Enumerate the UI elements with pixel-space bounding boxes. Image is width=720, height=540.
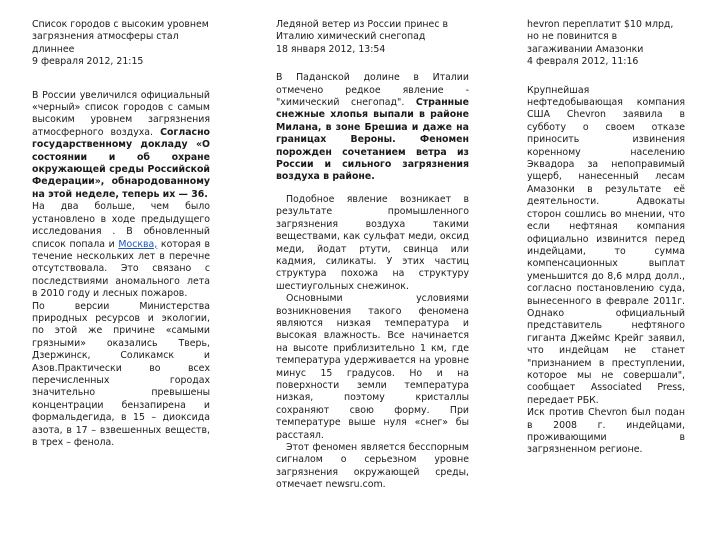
article-date: 9 февраля 2012, 21:15: [32, 56, 144, 68]
article-paragraph: Этот феномен является бесспорным сигналом о серьезном уровне загрязнения окружающей среды, отмечает newsru.com.: [276, 442, 469, 491]
article-paragraph: [32, 201, 210, 300]
article-paragraph: [32, 90, 210, 202]
article-column-3: [527, 0, 685, 457]
paragraph-text: В Паданской долине в Италии отмечено редкое явление - "химический снегопад".: [276, 72, 469, 109]
article-title: Список городов с высоким уровнем загрязнения атмосферы стал длиннее: [32, 19, 209, 55]
paragraph-text: В России увеличился официальный «черный» список городов с самым высоким уровнем загрязнения атмосферного воздуха.: [32, 89, 210, 138]
article-column-2: [276, 0, 469, 492]
article-title: hevron переплатит $10 млрд, но не повинится в загаживании Амазонки: [527, 19, 674, 55]
paragraph-text: которая в течение нескольких лет в перечне отсутствовала. Это связано с последствиями аномального лета в 2010 году и лесных пожаров.: [32, 238, 210, 300]
article-date: 4 февраля 2012, 11:16: [527, 56, 639, 68]
paragraph-text: На два больше, чем было установлено в ходе предыдущего исследования . В обновленный список попала и: [32, 201, 210, 250]
moscow-link[interactable]: Москва,: [118, 238, 158, 250]
article-title: Ледяной ветер из России принес в Италию химический снегопад: [276, 19, 448, 43]
article-column-1: [32, 0, 210, 449]
article-date: 18 января 2012, 13:54: [276, 43, 386, 55]
article-paragraph: Основными условиями возникновения такого феномена являются низкая температура и высокая влажность. Все начинается на высоте приблизительно 1 км, где температура удерживается на уровне минус 15 градусов. Но и на поверхности земли температура низкая, поэтому кристаллы сохраняют свою форму. При температуре выше нуля «снег» бы расстаял.: [276, 293, 469, 441]
article-paragraph: Подобное явление возникает в результате промышленного загрязнения воздуха такими веществами, как сульфат меди, оксид меди, йодат ртути, свинца или кадмия, силикаты. У этих частиц структура похожа на структуру шестиугольных снежинок.: [276, 193, 469, 292]
paragraph-bold-text: Согласно государственному докладу «О состоянии и об охране окружающей среды Российской Федерации», обнародованному на этой неделе, теперь их — 36.: [32, 126, 210, 200]
article-paragraph: По версии Министерства природных ресурсов и экологии, по этой же причине «самыми грязными» оказались Тверь, Дзержинск, Соликамск и Азов.Практически во всех перечисленных городах значительно превышены концентрации бензапирена и формальдегида, в 15 – диоксида азота, в 17 – взвешенных веществ, в трех – фенола.: [32, 300, 210, 448]
article-paragraph: Иск против Chevron был подан в 2008 г. индейцами, проживающими в загрязненном регионе.: [527, 407, 685, 456]
article-paragraph: Крупнейшая нефтедобывающая компания США Chevron заявила в субботу о своем отказе приносить извинения коренному населению Эквадора за непоправимый ущерб, нанесенный лесам Амазонки в результате её деятельности. Адвокаты сторон сошлись во мнении, что если нефтяная компания официально извинится перед индейцами, то сумма компенсационных выплат уменьшится до 8,6 млрд долл., согласно постановлению суда, вынесенного в феврале 2011г. Однако официальный представитель нефтяного гиганта Джеймс Крейг заявил, что индейцам не станет "признанием в преступлении, которое мы не совершали", сообщает Associated Press, передает РБК.: [527, 84, 685, 406]
paragraph-bold-text: Странные снежные хлопья выпали в районе Милана, в зоне Брешиа и даже на границах Вероны. Феномен порожден сочетанием ветра из России и сильного загрязнения воздуха в районе.: [276, 97, 469, 183]
article-paragraph: [276, 72, 469, 184]
